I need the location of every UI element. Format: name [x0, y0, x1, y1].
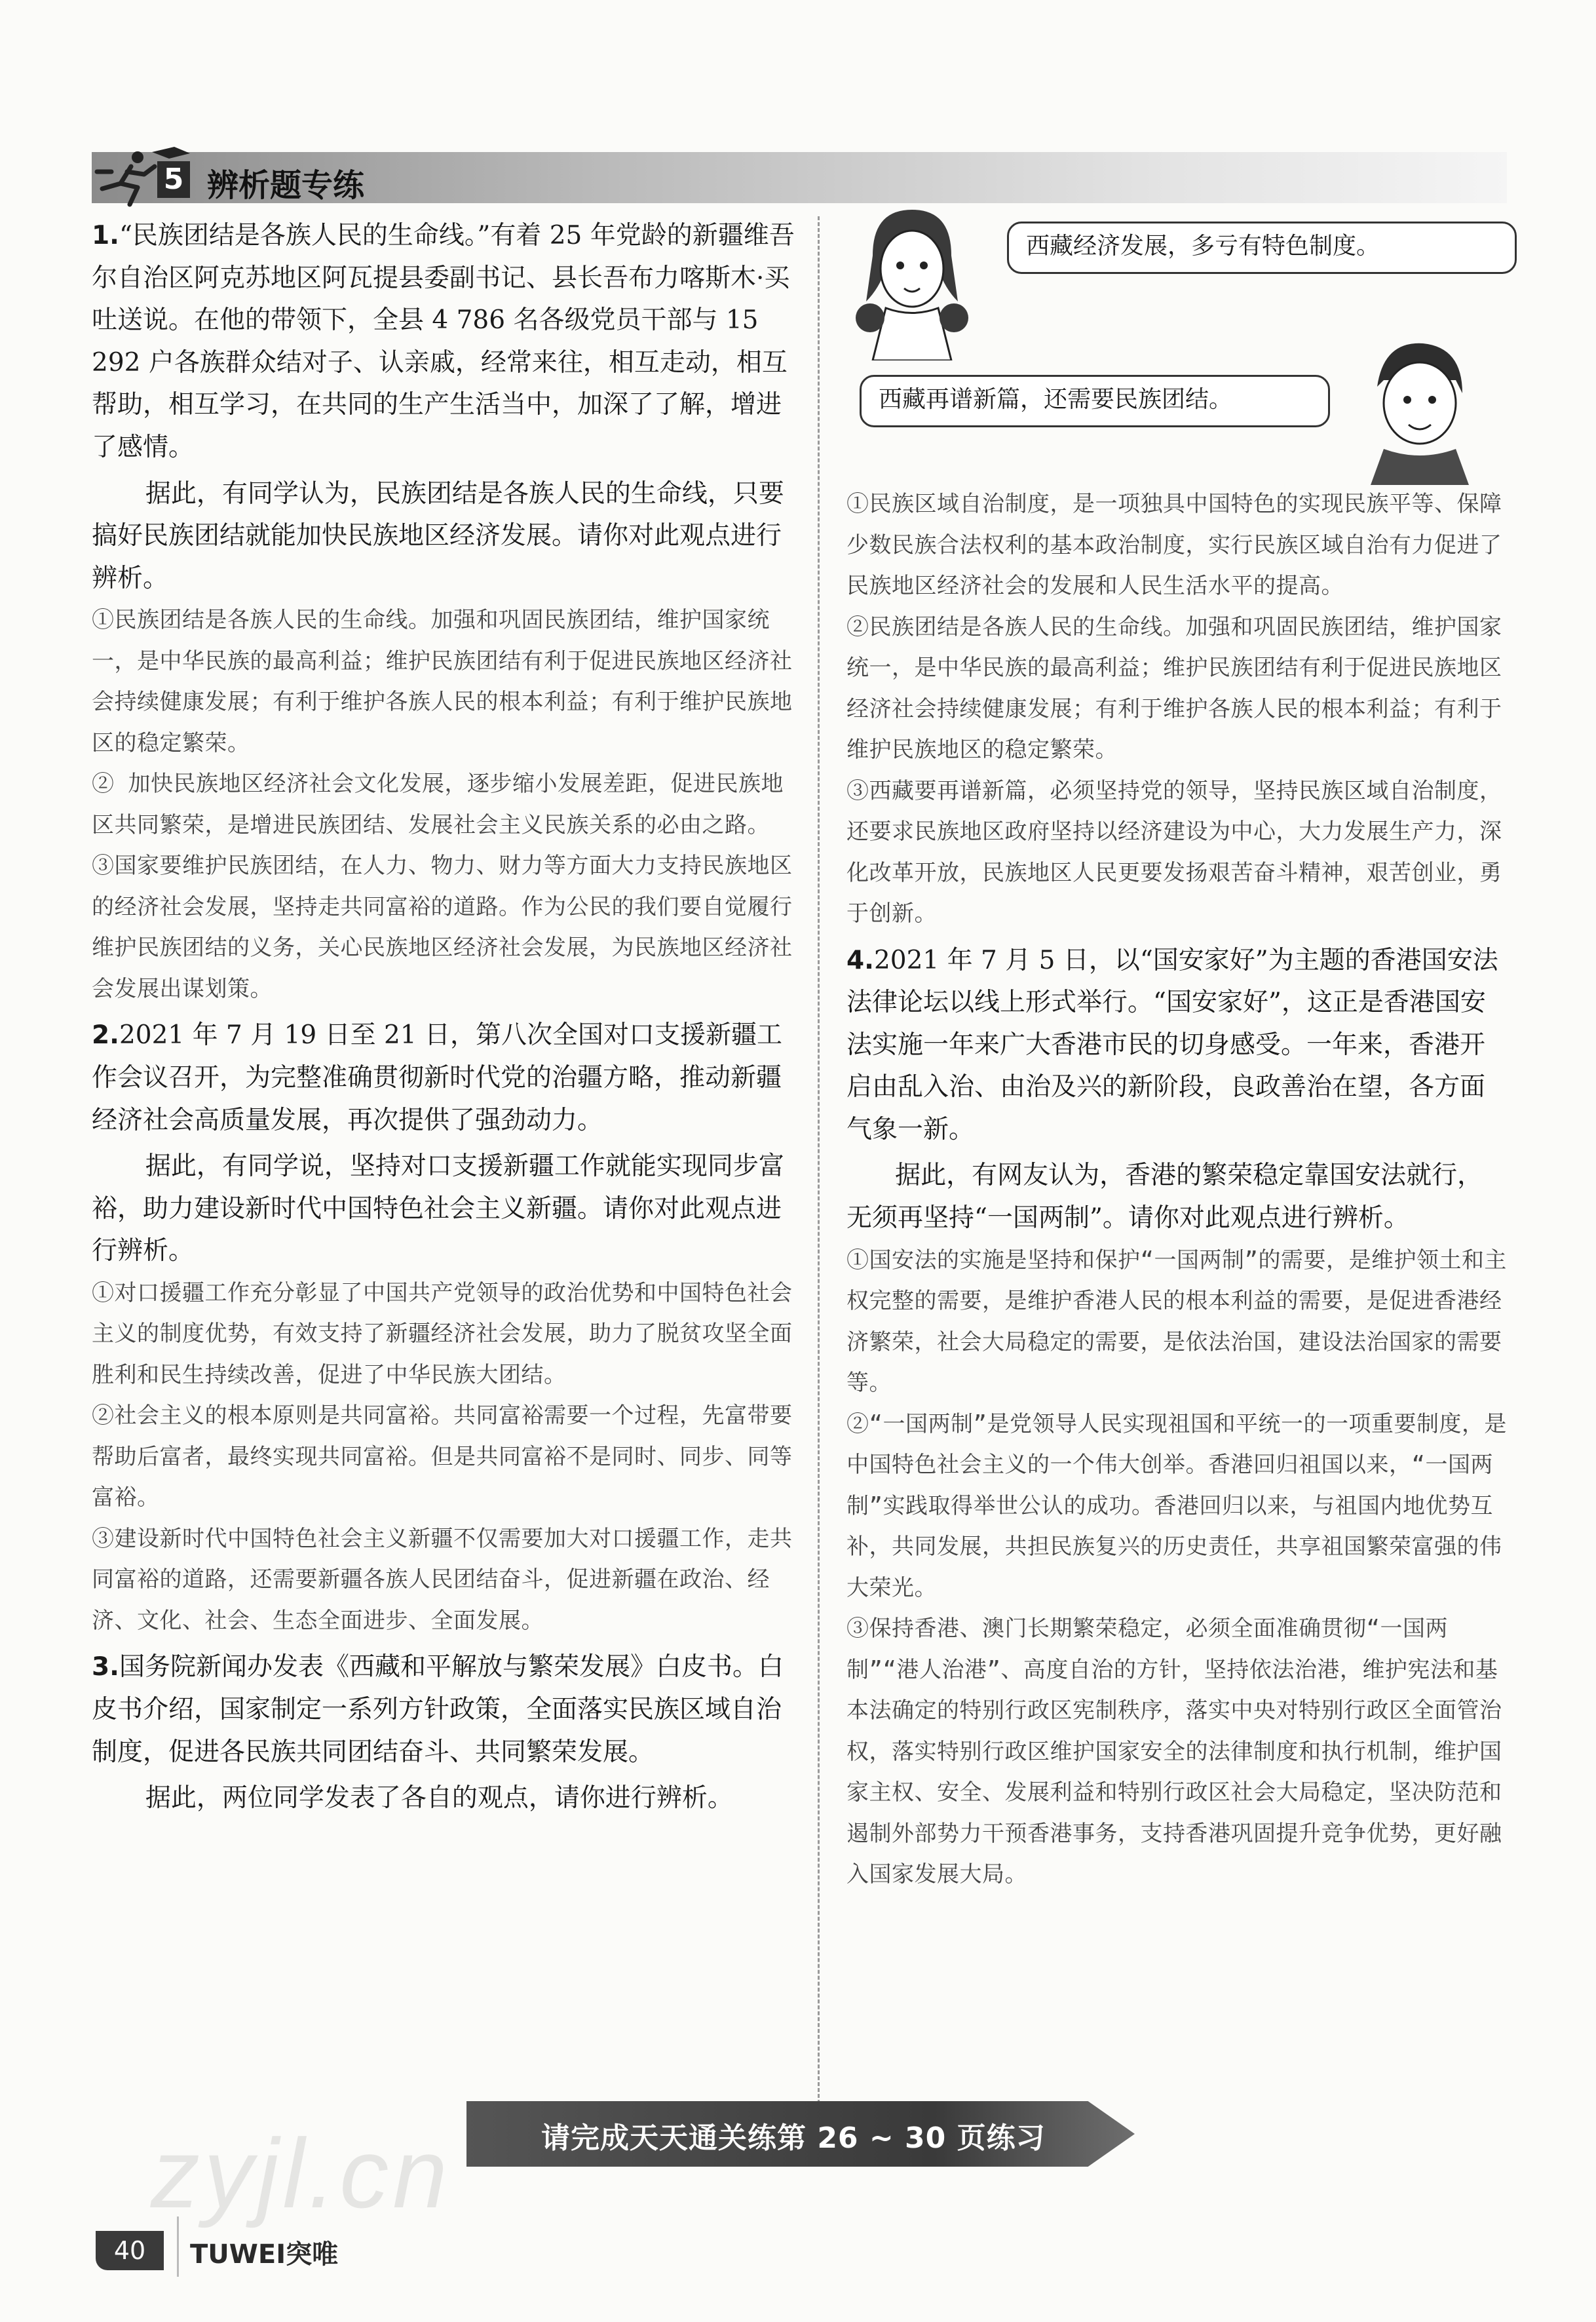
section-number-badge: 5 [157, 161, 190, 198]
practice-reminder-text: 请完成天天通关练第 26 ~ 30 页练习 [541, 2121, 1046, 2155]
girl-figure-icon [846, 203, 978, 360]
answer-point: ①民族区域自治制度，是一项独具中国特色的实现民族平等、保障少数民族合法权利的基本政治制度，实行民族区域自治有力促进了民族地区经济社会的发展和人民生活水平的提高。 [846, 491, 1502, 599]
answer-point: ②民族团结是各族人民的生命线。加强和巩固民族团结，维护国家统一，是中华民族的最高利益；维护民族团结有利于促进民族地区经济社会持续健康发展；有利于维护各族人民的根本利益；有利于维护民族地区的稳定繁荣。 [846, 613, 1502, 763]
answer-point: ②“一国两制”是党领导人民实现祖国和平统一的一项重要制度，是中国特色社会主义的一个伟大创举。香港回归祖国以来，“一国两制”实践取得举世公认的成功。香港回归以来，与祖国内地优势互补，共同发展，共担民族复兴的历史责任，共享祖国繁荣富强的伟大荣光。 [846, 1410, 1507, 1601]
question-number: 3. [92, 1652, 119, 1682]
page-number: 40 [96, 2231, 164, 2270]
answer-point: ③国家要维护民族团结，在人力、物力、财力等方面大力支持民族地区的经济社会发展，坚持走共同富裕的道路。作为公民的我们要自觉履行维护民族团结的义务，关心民族地区经济社会发展，为民族地区经济社会发展出谋划策。 [92, 853, 793, 1002]
left-column [92, 215, 798, 1820]
boy-figure-icon [1344, 334, 1489, 485]
answer-point: ③保持香港、澳门长期繁荣稳定，必须全面准确贯彻“一国两制”“港人治港”、高度自治的方针，坚持依法治港，维护宪法和基本法确定的特别行政区宪制秩序，落实中央对特别行政区全面管治权，落实特别行政区维护国家安全的法律制度和执行机制，维护国家主权、安全、发展利益和特别行政区社会大局稳定，坚决防范和遏制外部势力干预香港事务，支持香港巩固提升竞争优势，更好融入国家发展大局。 [846, 1616, 1502, 1888]
dialogue-illustration [846, 203, 1507, 478]
brand-logo: TUWEI突唯 [190, 2239, 339, 2270]
boy-speech-bubble: 西藏再谱新篇，还需要民族团结。 [860, 375, 1330, 427]
answer-point: ③建设新时代中国特色社会主义新疆不仅需要加大对口援疆工作，走共同富裕的道路，还需要新疆各族人民团结奋斗，促进新疆在政治、经济、文化、社会、生态全面进步、全面发展。 [92, 1525, 793, 1634]
question-3 [92, 1646, 798, 1819]
section-title: 辨析题专练 [207, 167, 365, 204]
answer-point: ② 加快民族地区经济社会文化发展，逐步缩小发展差距，促进民族地区共同繁荣，是增进民族团结、发展社会主义民族关系的必由之路。 [92, 771, 784, 838]
question-2 [92, 1015, 798, 1641]
column-divider [818, 216, 820, 2104]
question-4 [846, 940, 1507, 1895]
answer-point: ①民族团结是各族人民的生命线。加强和巩固民族团结，维护国家统一，是中华民族的最高利益；维护民族团结有利于促进民族地区经济社会持续健康发展；有利于维护各族人民的根本利益；有利于维护民族地区的稳定繁荣。 [92, 607, 793, 756]
question-3-answers [846, 484, 1507, 935]
question-number: 4. [846, 945, 874, 975]
girl-speech-bubble: 西藏经济发展，多亏有特色制度。 [1007, 222, 1517, 274]
question-1 [92, 215, 798, 1009]
question-stem: “民族团结是各族人民的生命线。”有着 25 年党龄的新疆维吾尔自治区阿克苏地区阿瓦提县委副书记、县长吾布力喀斯木·买吐送说。在他的带领下，全县 4 786 名各级党员干部与 15 292 户各族群众结对子、认亲戚，经常来往，相互走动，相互帮助，相互学习，在共同的生产生活当中，加深了了解，增进了感情。 [92, 221, 795, 462]
question-prompt: 据此，有同学说，坚持对口支援新疆工作就能实现同步富裕，助力建设新时代中国特色社会主义新疆。请你对此观点进行辨析。 [92, 1151, 784, 1266]
right-column [846, 203, 1507, 1895]
answer-point: ②社会主义的根本原则是共同富裕。共同富裕需要一个过程，先富带要帮助后富者，最终实现共同富裕。但是共同富裕不是同时、同步、同等富裕。 [92, 1403, 793, 1511]
question-number: 1. [92, 221, 119, 250]
site-watermark: zyjl.cn [151, 2118, 451, 2228]
question-prompt: 据此，两位同学发表了各自的观点，请你进行辨析。 [145, 1783, 733, 1813]
question-stem: 2021 年 7 月 19 日至 21 日，第八次全国对口支援新疆工作会议召开，为完整准确贯彻新时代党的治疆方略，推动新疆经济社会高质量发展，再次提供了强劲动力。 [92, 1020, 783, 1135]
question-prompt: 据此，有网友认为，香港的繁荣稳定靠国安法就行，无须再坚持“一国两制”。请你对此观点进行辨析。 [846, 1161, 1483, 1233]
question-prompt: 据此，有同学认为，民族团结是各族人民的生命线，只要搞好民族团结就能加快民族地区经济发展。请你对此观点进行辨析。 [92, 478, 784, 593]
question-stem: 2021 年 7 月 5 日，以“国安家好”为主题的香港国安法法律论坛以线上形式举行。“国安家好”，这正是香港国安法实施一年来广大香港市民的切身感受。一年来，香港开启由乱入治、由治及兴的新阶段，良政善治在望，各方面气象一新。 [846, 945, 1498, 1144]
answer-point: ③西藏要再谱新篇，必须坚持党的领导，坚持民族区域自治制度，还要求民族地区政府坚持以经济建设为中心，大力发展生产力，深化改革开放，民族地区人民更要发扬艰苦奋斗精神，艰苦创业，勇于创新。 [846, 777, 1502, 927]
question-stem: 国务院新闻办发表《西藏和平解放与繁荣发展》白皮书。白皮书介绍，国家制定一系列方针政策，全面落实民族区域自治制度，促进各民族共同团结奋斗、共同繁荣发展。 [92, 1652, 784, 1767]
answer-point: ①国安法的实施是坚持和保护“一国两制”的需要，是维护领土和主权完整的需要，是维护香港人民的根本利益的需要，是促进香港经济繁荣，社会大局稳定的需要，是依法治国，建设法治国家的需要等。 [846, 1247, 1507, 1397]
footer-separator [177, 2216, 179, 2277]
answer-point: ①对口援疆工作充分彰显了中国共产党领导的政治优势和中国特色社会主义的制度优势，有效支持了新疆经济社会发展，助力了脱贫攻坚全面胜利和民生持续改善，促进了中华民族大团结。 [92, 1279, 793, 1388]
question-number: 2. [92, 1020, 119, 1051]
